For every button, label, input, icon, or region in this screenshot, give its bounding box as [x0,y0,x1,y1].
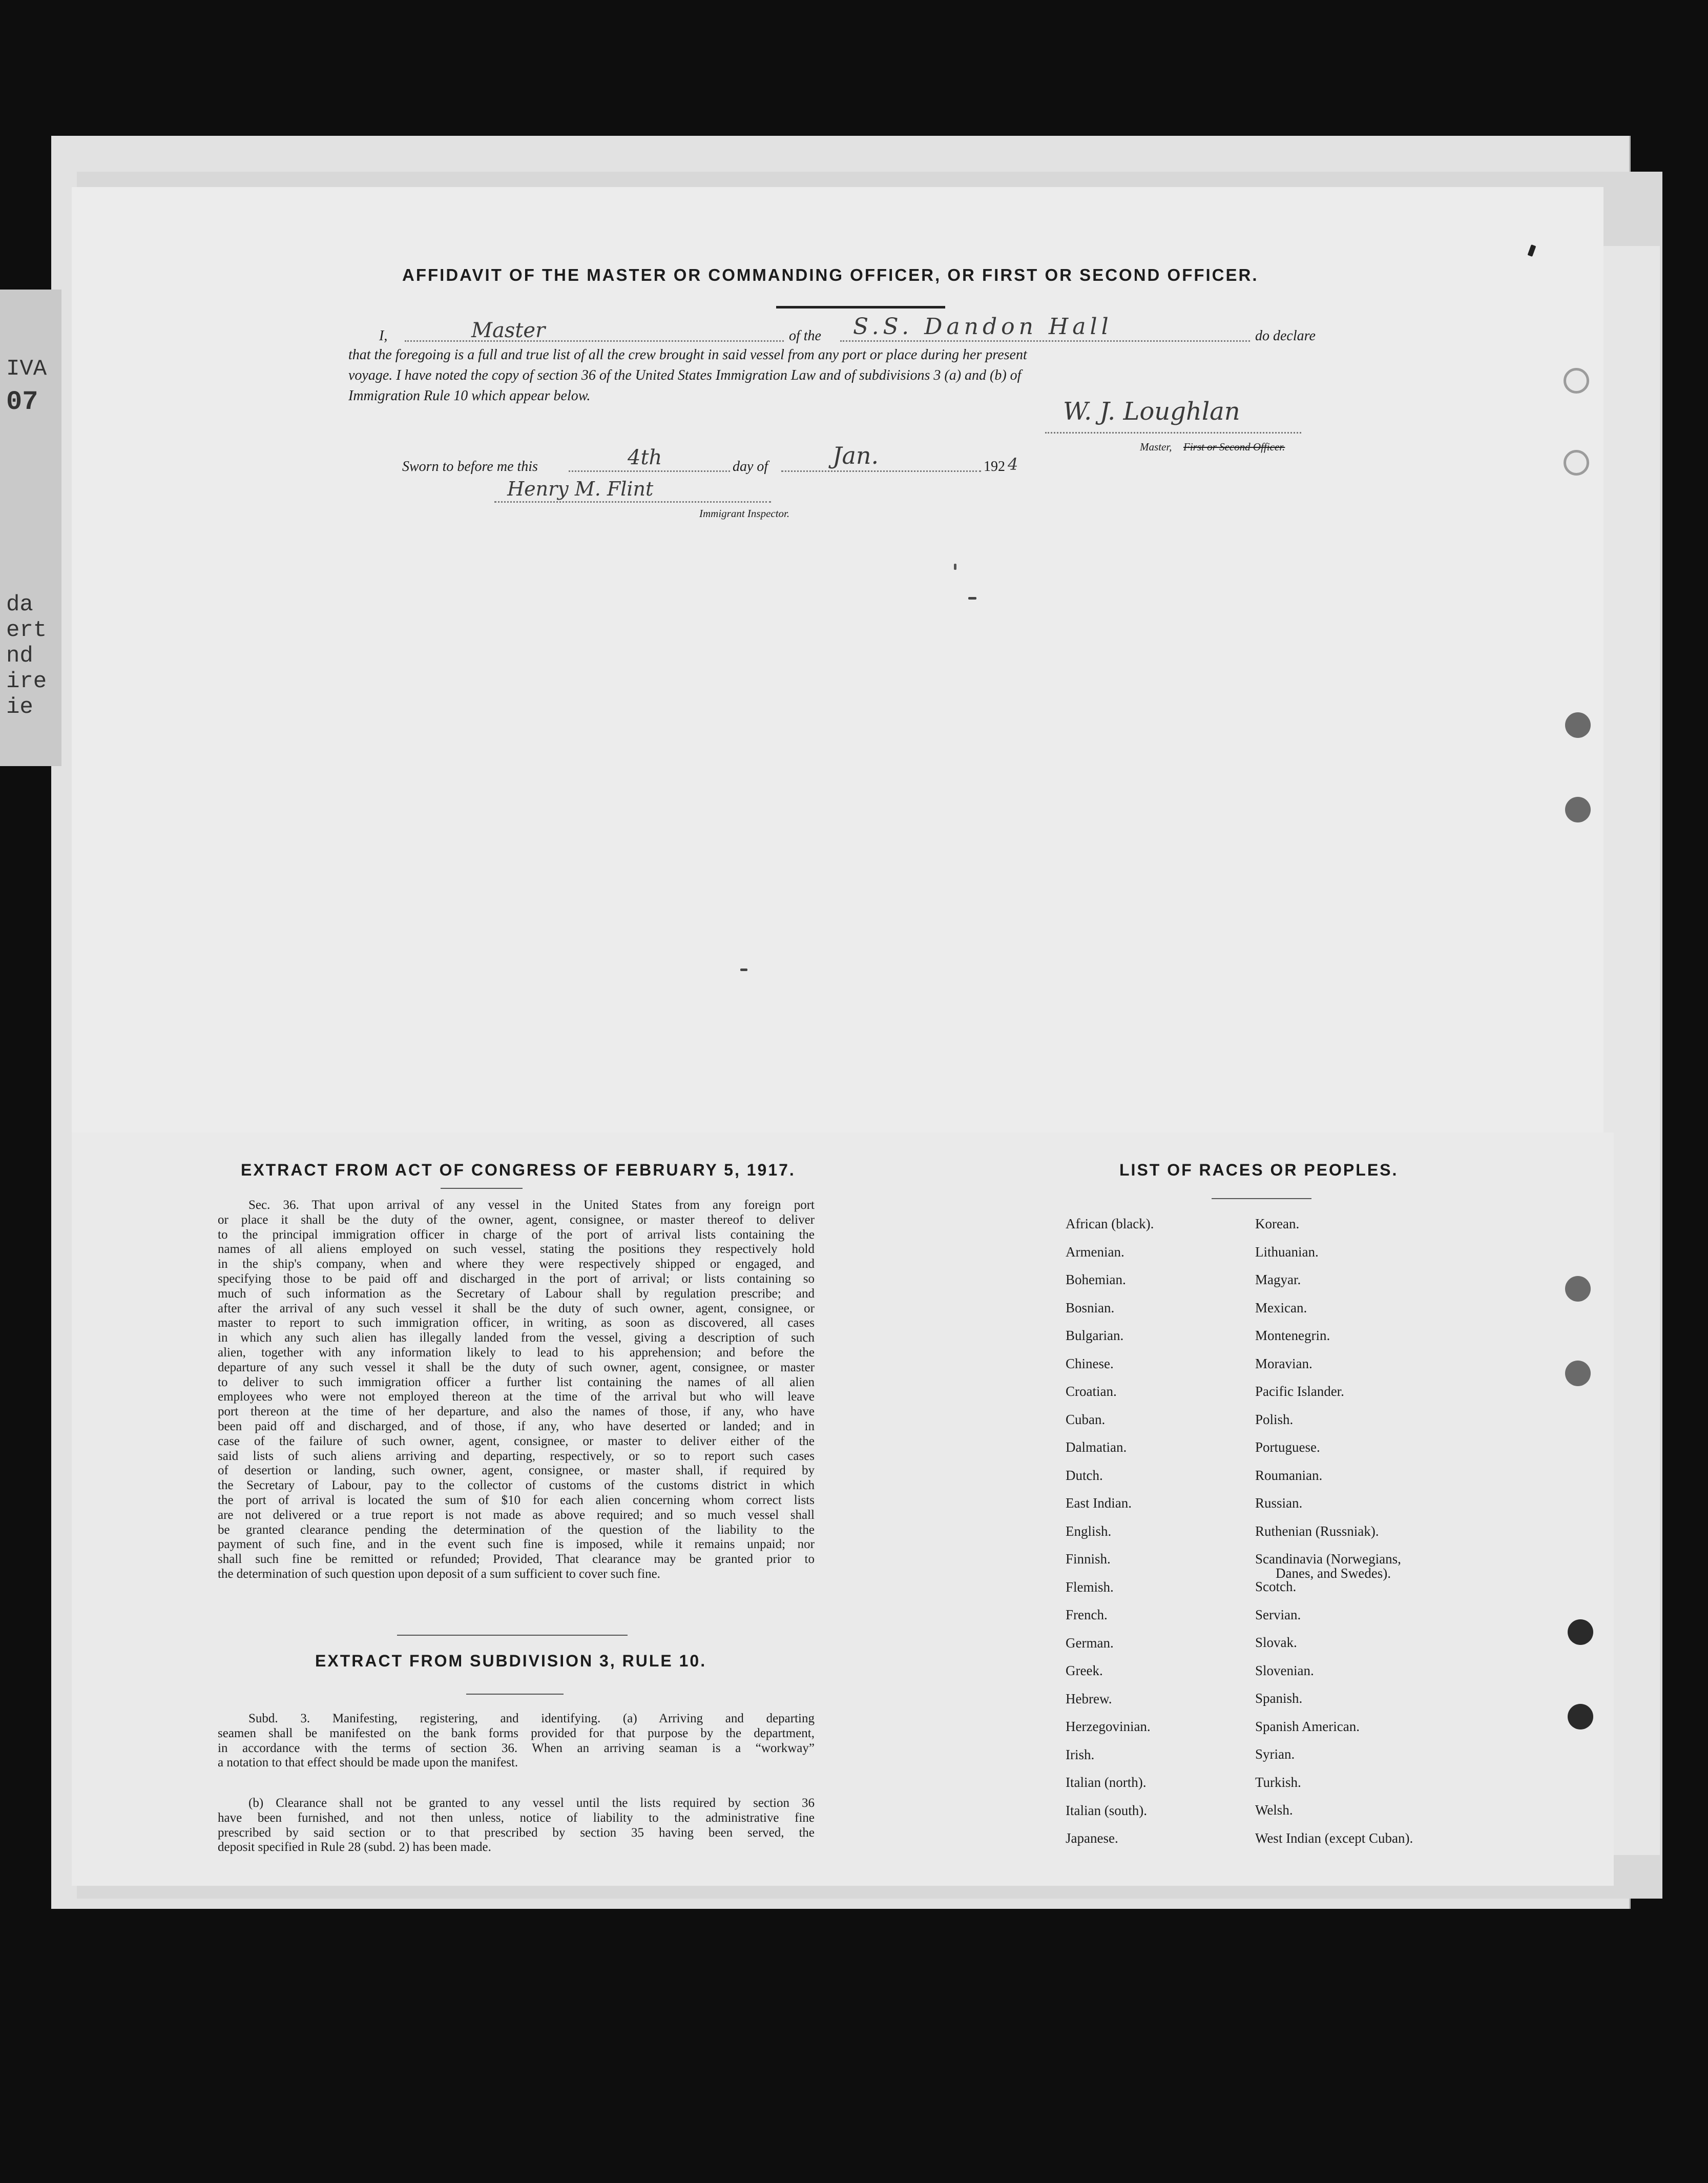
master-name-handwritten: Master [471,319,546,342]
edge-fragment: ie [6,694,33,720]
race-item: Korean. [1255,1216,1300,1231]
paragraph-line: or place it shall be the duty of the owner, agent, consignee, or master thereof to deliver [218,1212,815,1227]
race-item: Danes, and Swedes). [1276,1566,1391,1581]
paragraph-line: be granted clearance pending the determination of the question of the liability to the [218,1522,815,1537]
sworn-label: Sworn to before me this [402,459,538,475]
sworn-day-handwritten: 4th [628,446,662,469]
race-item: Chinese. [1066,1355,1114,1371]
name-line [405,340,784,342]
race-item: Mexican. [1255,1300,1307,1315]
ink-speck [740,969,747,971]
race-item: Ruthenian (Russniak). [1255,1523,1379,1539]
sworn-month-handwritten: Jan. [832,442,879,469]
paragraph-line: to deliver to such immigration officer a further list containing the names of all alien [218,1375,815,1389]
inspector-signature: Henry M. Flint [507,478,654,500]
race-item: Turkish. [1255,1774,1301,1790]
race-item: Hebrew. [1066,1691,1112,1706]
paragraph-line: names of all aliens employed on such vessel, stating the positions they respectively hold [218,1242,815,1257]
sworn-year-printed: 192 [984,459,1005,475]
races-heading: LIST OF RACES OR PEOPLES. [1119,1161,1399,1179]
paragraph-line: are not delivered or a true report is not made as above required; and so much vessel shall [218,1508,815,1522]
race-item: Bosnian. [1066,1300,1115,1315]
paragraph-line: the Secretary of Labour, pay to the collector of customs of the customs district in which [218,1478,815,1493]
affidavit-heading: AFFIDAVIT OF THE MASTER OR COMMANDING OFFICER, OR FIRST OR SECOND OFFICER. [402,265,1259,284]
race-item: Japanese. [1066,1830,1118,1846]
act-section-36-text [218,1198,815,1582]
race-item: African (black). [1066,1216,1154,1231]
punch-hole [1564,450,1589,476]
race-item: West Indian (except Cuban). [1255,1830,1413,1846]
race-item: Portuguese. [1255,1439,1320,1455]
race-item: Montenegrin. [1255,1328,1330,1343]
heading-divider [776,306,945,308]
master-signature: W. J. Loughlan [1063,397,1240,426]
race-item: Scandinavia (Norwegians, [1255,1551,1401,1567]
race-item: East Indian. [1066,1495,1132,1511]
i-label: I, [379,328,388,344]
left-page-edge [0,290,61,766]
race-item: Russian. [1255,1495,1303,1511]
paragraph-line: much of such information as the Secretary of Labour shall by regulation prescribe; and [218,1286,815,1301]
paragraph-line: master to report to such immigration officer, in writing, as soon as discovered, all cases [218,1316,815,1330]
race-item: Bohemian. [1066,1272,1126,1287]
paragraph-line: (b) Clearance shall not be granted to any vessel until the lists required by section 36 [248,1796,815,1810]
paragraph-line: Subd. 3. Manifesting, registering, and identifying. (a) Arriving and departing [248,1712,815,1725]
inspector-line [494,501,771,503]
edge-fragment: da [6,592,33,617]
race-item: English. [1066,1523,1112,1539]
race-item: Cuban. [1066,1411,1106,1427]
paragraph-line: said lists of such aliens arriving and departing, respectively, or so to report such cases [218,1449,815,1463]
of-the-label: of the [789,328,821,344]
punch-hole [1568,1704,1593,1729]
paragraph-line: of desertion or landing, such owner, agent, consignee, or master shall, if required by [218,1464,815,1478]
paragraph-line: specifying those to be paid off and discharged in the port of arrival; or lists containing so [218,1271,815,1286]
paragraph-line: deposit specified in Rule 28 (subd. 2) has been made. [218,1840,491,1855]
punch-hole [1564,368,1589,394]
edge-fragment: ert [6,617,47,643]
rule-heading-rule [466,1694,564,1695]
race-item: Syrian. [1255,1746,1295,1762]
rule-subd-a-text [218,1712,815,1770]
edge-fragment: nd [6,643,33,669]
race-item: Italian (south). [1066,1802,1147,1818]
section-divider [397,1635,628,1636]
race-item: Croatian. [1066,1384,1117,1399]
paragraph-line: case of the failure of such owner, agent, consignee, or master to deliver either of the [218,1434,815,1448]
edge-fragment: 07 [6,387,38,417]
sworn-year-handwritten: 4 [1008,455,1018,474]
paragraph-line: Sec. 36. That upon arrival of any vessel in the United States from any foreign port [248,1198,815,1212]
race-item: Pacific Islander. [1255,1384,1344,1399]
paragraph-line: the determination of such question upon deposit of a sum sufficient to cover such fine. [218,1567,660,1581]
race-item: German. [1066,1635,1114,1651]
sworn-day-line [569,470,730,472]
paragraph-line: employees who were not employed thereon at the time of the arrival but who will leave [218,1390,815,1404]
race-item: Magyar. [1255,1272,1301,1287]
paragraph-line: to the principal immigration officer in charge of the port of arrival lists containing the [218,1227,815,1242]
do-declare-label: do declare [1255,328,1316,344]
race-item: Finnish. [1066,1551,1111,1567]
vessel-name-handwritten: S.S. Dandon Hall [853,314,1113,340]
races-heading-rule [1212,1198,1311,1199]
race-item: Dalmatian. [1066,1439,1127,1455]
paragraph-line: in the ship's company, when and where they were respectively shipped or engaged, and [218,1257,815,1271]
punch-hole [1565,1361,1591,1386]
affidavit-body-line: that the foregoing is a full and true list of all the crew brought in said vessel from any port or place during her present [348,347,1027,363]
paragraph-line: shall such fine be remitted or refunded; Provided, That clearance may be granted prior to [218,1552,815,1567]
race-item: Lithuanian. [1255,1244,1319,1260]
race-item: Servian. [1255,1607,1301,1622]
affidavit-body-line: Immigration Rule 10 which appear below. [348,388,591,404]
signer-caption-struck: First or Second Officer. [1183,441,1285,453]
act-heading-rule [441,1188,523,1189]
signature-line [1045,432,1301,434]
race-item: Slovenian. [1255,1662,1314,1678]
edge-fragment: IVA [6,356,47,382]
rule-extract-heading: EXTRACT FROM SUBDIVISION 3, RULE 10. [315,1652,707,1670]
paragraph-line: a notation to that effect should be made upon the manifest. [218,1756,518,1770]
paragraph-line: the port of arrival is located the sum of $10 for each alien concerning whom correct lists [218,1493,815,1507]
rule-subd-b-text [218,1796,815,1855]
punch-hole [1565,797,1591,822]
race-item: Flemish. [1066,1579,1114,1595]
act-extract-heading: EXTRACT FROM ACT OF CONGRESS OF FEBRUARY 5, 1917. [241,1161,796,1179]
signer-caption-master: Master, [1140,441,1172,453]
paragraph-line: been paid off and discharged, and of those, if any, who have deserted or landed; and in [218,1419,815,1433]
inspector-caption: Immigrant Inspector. [699,507,790,520]
race-item: Greek. [1066,1663,1103,1678]
paragraph-line: port thereon at the time of her departure, and also the names of those, if any, who have [218,1405,815,1419]
race-item: Dutch. [1066,1467,1103,1483]
ink-speck [968,597,976,600]
affidavit-body-line: voyage. I have noted the copy of section 36 of the United States Immigration Law and of subdivisions 3 (a) and (b) of [348,367,1022,383]
race-item: Moravian. [1255,1355,1313,1371]
punch-hole [1568,1619,1593,1645]
race-item: French. [1066,1607,1108,1622]
paragraph-line: payment of such fine, and in the event such fine is imposed, while it remains unpaid; nor [218,1537,815,1552]
punch-hole [1565,1276,1591,1302]
punch-hole [1565,712,1591,738]
paragraph-line: after the arrival of any such vessel it shall be the duty of such owner, agent, consignee, or [218,1301,815,1315]
race-item: Armenian. [1066,1244,1124,1260]
race-item: Italian (north). [1066,1775,1147,1790]
paragraph-line: departure of any such vessel it shall be the duty of such owner, agent, consignee, or master [218,1360,815,1374]
race-item: Polish. [1255,1411,1294,1427]
race-item: Slovak. [1255,1635,1297,1650]
paragraph-line: alien, together with any information likely to lead to his apprehension; and before the [218,1345,815,1360]
race-item: Roumanian. [1255,1467,1323,1483]
vessel-line [840,340,1250,342]
race-item: Herzegovinian. [1066,1719,1151,1734]
paragraph-line: prescribed by said section or to that prescribed by section 35 having been served, the [218,1825,815,1840]
paragraph-line: have been furnished, and not then unless, notice of liability to the administrative fine [218,1810,815,1825]
paragraph-line: seamen shall be manifested on the bank forms provided for that purpose by the department, [218,1726,815,1740]
edge-fragment: ire [6,669,47,694]
paragraph-line: in which any such alien has illegally landed from the vessel, giving a description of such [218,1331,815,1345]
race-item: Irish. [1066,1746,1095,1762]
race-item: Bulgarian. [1066,1328,1124,1343]
race-item: Scotch. [1255,1579,1297,1594]
day-of-label: day of [733,459,768,475]
race-item: Welsh. [1255,1802,1293,1818]
sworn-month-line [781,470,981,472]
ink-speck [954,564,956,570]
paragraph-line: in accordance with the terms of section 36. When an arriving seaman is a “workway” [218,1741,815,1755]
race-item: Spanish American. [1255,1718,1360,1734]
race-item: Spanish. [1255,1691,1303,1706]
